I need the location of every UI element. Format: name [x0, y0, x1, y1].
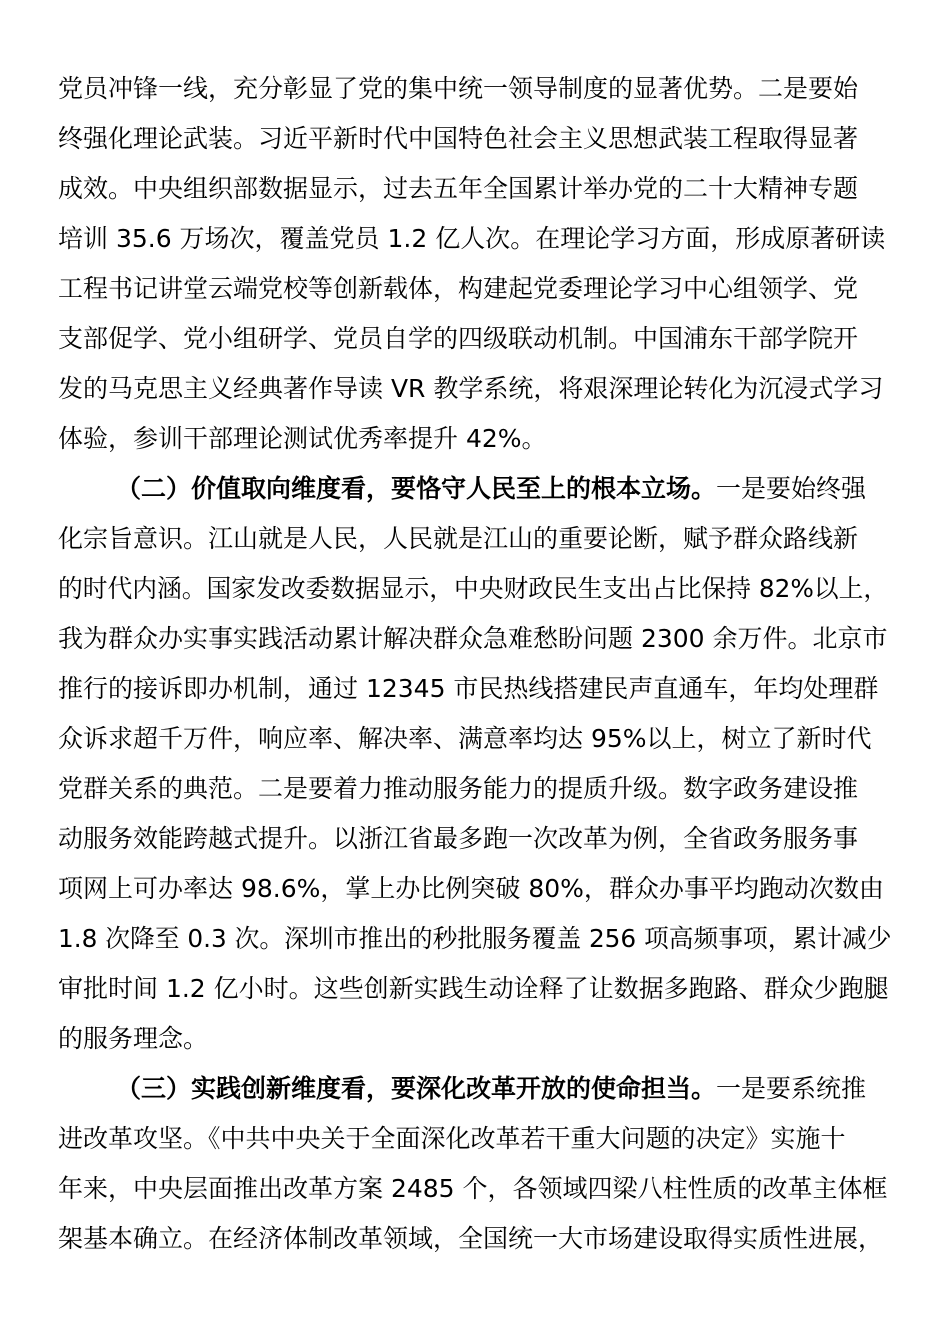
body-text: 支部促学、党小组研学、党员自学的四级联动机制。中国浦东干部学院开 — [58, 324, 859, 353]
body-text: 动服务效能跨越式提升。以浙江省最多跑一次改革为例，全省政务服务事 — [58, 824, 859, 853]
body-text: 众诉求超千万件，响应率、解决率、满意率均达 95%以上，树立了新时代 — [58, 724, 872, 753]
document-body — [58, 64, 894, 1264]
body-text: 终强化理论武装。习近平新时代中国特色社会主义思想武装工程取得显著 — [58, 124, 859, 153]
paragraph-2-line — [58, 464, 894, 514]
body-text: 工程书记讲堂云端党校等创新载体，构建起党委理论学习中心组领学、党 — [58, 274, 859, 303]
body-text: 推行的接诉即办机制，通过 12345 市民热线搭建民声直通车，年均处理群 — [58, 674, 879, 703]
paragraph-2-line — [58, 764, 894, 814]
paragraph-3-line — [58, 1114, 894, 1164]
body-text: 党群关系的典范。二是要着力推动服务能力的提质升级。数字政务建设推 — [58, 774, 859, 803]
paragraph-1-line — [58, 214, 894, 264]
body-text: 体验，参训干部理论测试优秀率提升 42%。 — [58, 424, 547, 453]
body-text: 我为群众办实事实践活动累计解决群众急难愁盼问题 2300 余万件。北京市 — [58, 624, 888, 653]
paragraph-2-line — [58, 564, 894, 614]
body-text: 进改革攻坚。《中共中央关于全面深化改革若干重大问题的决定》实施十 — [58, 1124, 846, 1153]
paragraph-2-line — [58, 864, 894, 914]
paragraph-1-line — [58, 164, 894, 214]
body-text: 架基本确立。在经济体制改革领域，全国统一大市场建设取得实质性进展， — [58, 1224, 884, 1253]
paragraph-2-line — [58, 664, 894, 714]
paragraph-2-line — [58, 964, 894, 1014]
body-text: 党员冲锋一线，充分彰显了党的集中统一领导制度的显著优势。二是要始 — [58, 74, 859, 103]
paragraph-1-line — [58, 414, 894, 464]
body-text: 年来，中央层面推出改革方案 2485 个，各领域四梁八柱性质的改革主体框 — [58, 1174, 888, 1203]
paragraph-1-line — [58, 114, 894, 164]
paragraph-2-line — [58, 614, 894, 664]
paragraph-3-line — [58, 1214, 894, 1264]
paragraph-2-line — [58, 814, 894, 864]
body-text: 的时代内涵。国家发改委数据显示，中央财政民生支出占比保持 82%以上， — [58, 574, 889, 603]
paragraph-1-line — [58, 364, 894, 414]
paragraph-2-line — [58, 714, 894, 764]
section-heading: （三）实践创新维度看，要深化改革开放的使命担当。 — [116, 1074, 717, 1103]
body-text: 一是要始终强 — [716, 474, 867, 503]
paragraph-3-line — [58, 1064, 894, 1114]
body-text: 1.8 次降至 0.3 次。深圳市推出的秒批服务覆盖 256 项高频事项，累计减少 — [58, 924, 892, 953]
paragraph-2-line — [58, 914, 894, 964]
paragraph-2-line — [58, 1014, 894, 1064]
body-text: 项网上可办率达 98.6%，掌上办比例突破 80%，群众办事平均跑动次数由 — [58, 874, 884, 903]
body-text: 一是要系统推 — [716, 1074, 867, 1103]
body-text: 培训 35.6 万场次，覆盖党员 1.2 亿人次。在理论学习方面，形成原著研读 — [58, 224, 886, 253]
paragraph-3-line — [58, 1164, 894, 1214]
section-heading: （二）价值取向维度看，要恪守人民至上的根本立场。 — [116, 474, 717, 503]
paragraph-2-line — [58, 514, 894, 564]
paragraph-1-line — [58, 314, 894, 364]
body-text: 的服务理念。 — [58, 1024, 209, 1053]
paragraph-1-line — [58, 264, 894, 314]
body-text: 审批时间 1.2 亿小时。这些创新实践生动诠释了让数据多跑路、群众少跑腿 — [58, 974, 889, 1003]
body-text: 成效。中央组织部数据显示，过去五年全国累计举办党的二十大精神专题 — [58, 174, 859, 203]
body-text: 发的马克思主义经典著作导读 VR 教学系统，将艰深理论转化为沉浸式学习 — [58, 374, 884, 403]
paragraph-1-line — [58, 64, 894, 114]
body-text: 化宗旨意识。江山就是人民，人民就是江山的重要论断，赋予群众路线新 — [58, 524, 859, 553]
